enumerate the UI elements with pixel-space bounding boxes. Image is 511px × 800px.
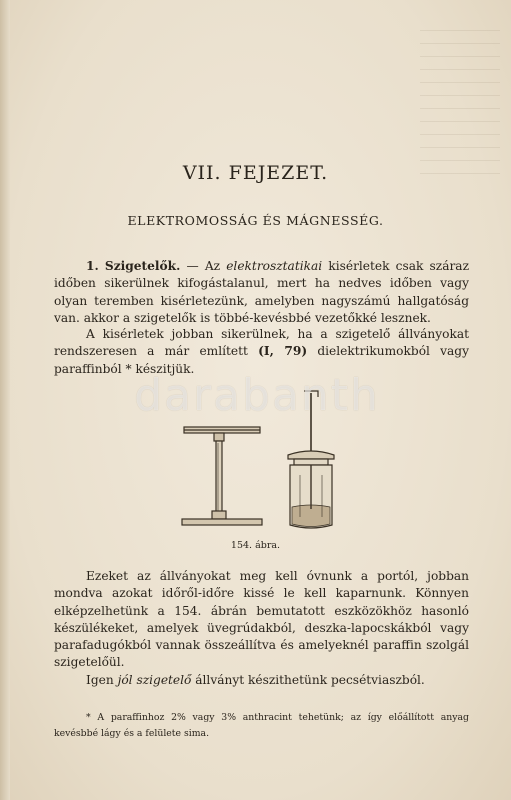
- paragraph-text: A kisérletek jobban sikerülnek, ha a szigetelő állványokat rendszeresen a már említett: [54, 327, 469, 359]
- paragraph-number: 1.: [86, 259, 99, 273]
- footnote-text: * A paraffinhoz 2% vagy 3% anthracint tehetünk; az így előállított anyag kevésbbé lágy és a felülete sima.: [54, 712, 469, 739]
- figure-caption: 154. ábra.: [230, 540, 281, 551]
- paragraph-sealing-wax: [54, 672, 469, 689]
- paragraph-insulators: [54, 258, 469, 327]
- paragraph-text: dielektrikumokból vagy paraffinból * készitjük.: [54, 344, 469, 376]
- paragraph-text: Ezeket az állványokat meg kell óvnunk a portól, jobban mondva azokat időről-időre kissé le kell kaparnunk. Könnyen elképzelhetünk a 154. ábrán bemutatott eszközökhöz hasonló készülékeket, amelyek üvegrúdakból, deszka-lapocskákból vagy parafadugókból vannak összeállítva és amelyeknél paraffin szolgál szigetelőül.: [54, 569, 469, 670]
- watermark: darabanth: [134, 370, 380, 421]
- paragraph-emphasis: elektrosztatikai: [226, 259, 323, 273]
- paragraph-text: állványt készithetünk pecsétviaszból.: [191, 673, 425, 687]
- paragraph-title: Szigetelők.: [104, 259, 181, 273]
- paragraph-text: kisérletek csak száraz időben sikerülnek kifogástalanul, mert ha nedves időben vagy olyan teremben kisérletezünk, amelyben nagyszámú hallgatóság van. akkor a szigetelők is többé-kevésbbé vezetőkké lesznek.: [54, 259, 469, 325]
- paragraph-care: [54, 568, 469, 672]
- page-edge: [0, 0, 10, 800]
- paragraph-emphasis: jól szigetelő: [117, 673, 192, 687]
- paragraph-text: Igen: [86, 673, 118, 687]
- glass-rod-stand: [182, 427, 262, 525]
- reference: (I, 79): [258, 344, 308, 359]
- footnote: [54, 710, 469, 741]
- paragraph-text: — Az: [180, 259, 227, 273]
- section-heading: ELEKTROMOSSÁG ÉS MÁGNESSÉG.: [127, 213, 384, 228]
- chapter-heading: VII. FEJEZET.: [182, 162, 329, 184]
- show-through-text: [420, 30, 500, 180]
